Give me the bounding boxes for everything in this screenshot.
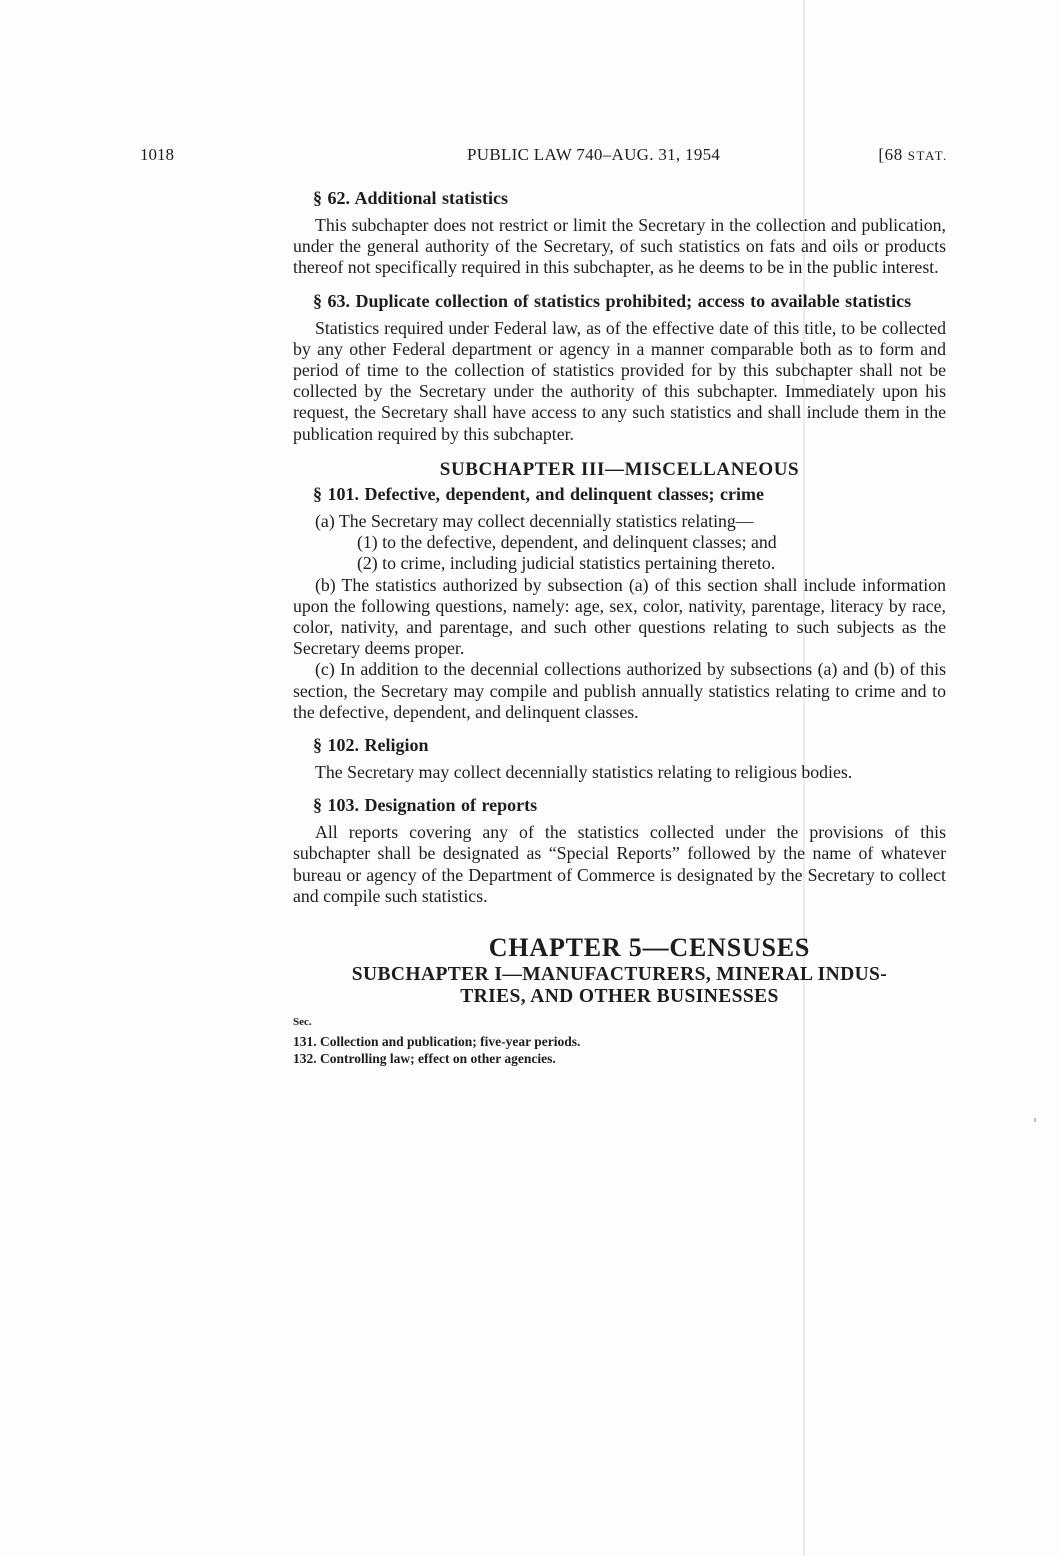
section-63-text: Statistics required under Federal law, as of the effective date of this title, to be collected by any other Federal department or agency in a manner comparable both as to form and period of time to the collection of statistics provided for by this subchapter shall not be collected by the Secretary under the authority of this subchapter. Immediately upon his request, the Secretary shall have access to any such statistics and shall include them in the publication required by this subchapter. (293, 317, 946, 444)
section-62-text: This subchapter does not restrict or limit the Secretary in the collection and publication, under the general authority of the Secretary, of such statistics on fats and oils or products thereof not specifically required in this subchapter, as he deems to be in the public interest. (293, 215, 946, 278)
main-text (293, 188, 946, 1067)
page-number: 1018 (140, 145, 174, 164)
section-102-heading: § 102. Religion (313, 735, 429, 756)
statute-prefix: [68 (878, 145, 908, 164)
statute-reference (878, 145, 948, 165)
section-101-c: (c) In addition to the decennial collections authorized by subsections (a) and (b) of this section, the Secretary may compile and publish annually statistics relating to crime and to the defective, dependent, and delinquent classes. (293, 659, 946, 722)
subchapter-i-heading-line1: SUBCHAPTER I—MANUFACTURERS, MINERAL INDUS- (351, 964, 888, 986)
print-mark (1034, 1118, 1036, 1122)
section-103-heading: § 103. Designation of reports (313, 795, 538, 816)
subchapter-i-heading-line2: TRIES, AND OTHER BUSINESSES (460, 986, 779, 1008)
section-101-b: (b) The statistics authorized by subsection (a) of this section shall include information upon the following questions, namely: age, sex, color, nativity, parentage, literacy by race, color, nativity, and parentage, and such other questions relating to such subjects as the Secretary deems proper. (293, 574, 946, 659)
running-header (140, 145, 948, 171)
section-62-heading: § 62. Additional statistics (313, 188, 509, 208)
subchapter-iii-heading: SUBCHAPTER III—MISCELLANEOUS (439, 458, 800, 480)
section-101-a: (a) The Secretary may collect decennially statistics relating— (315, 511, 754, 532)
section-101-a1: (1) to the defective, dependent, and delinquent classes; and (357, 532, 777, 553)
header-title: PUBLIC LAW 740–AUG. 31, 1954 (467, 145, 721, 164)
section-103-text: All reports covering any of the statistics collected under the provisions of this subchapter shall be designated as “Special Reports” followed by the name of whatever bureau or agency of the Department of Commerce is designated by the Secretary to collect and compile such statistics. (293, 822, 946, 906)
section-101-a2: (2) to crime, including judicial statistics pertaining thereto. (357, 553, 776, 574)
section-101-heading: § 101. Defective, dependent, and delinquent classes; crime (313, 484, 764, 505)
section-63-heading: § 63. Duplicate collection of statistics prohibited; access to available statistics (313, 290, 912, 311)
section-102-text: The Secretary may collect decennially statistics relating to religious bodies. (315, 762, 853, 783)
toc-sec-label: Sec. (293, 1016, 312, 1029)
statute-word: STAT. (907, 148, 948, 163)
toc-item: 131. Collection and publication; five-year periods. (293, 1034, 581, 1050)
chapter-5-heading: CHAPTER 5—CENSUSES (488, 933, 811, 963)
toc-item: 132. Controlling law; effect on other agencies. (293, 1051, 556, 1067)
